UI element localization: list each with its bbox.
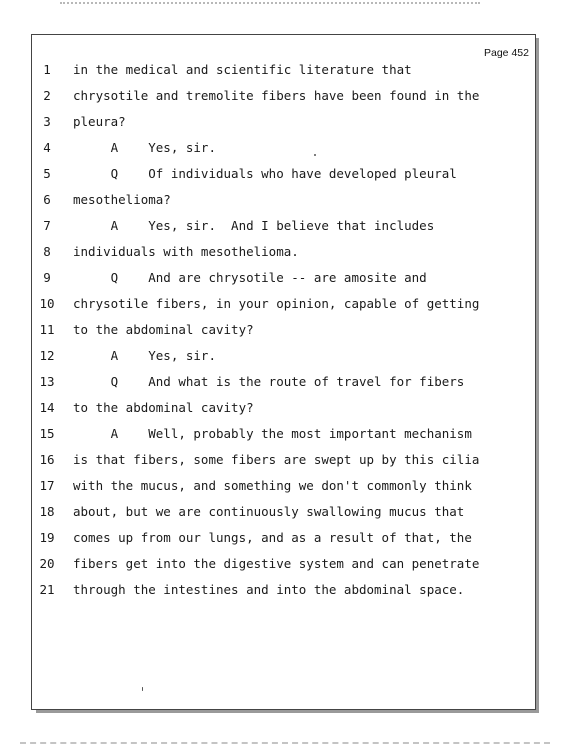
transcript-line: Q And what is the route of travel for fibers	[73, 374, 465, 389]
transcript-line: to the abdominal cavity?	[73, 322, 254, 337]
line-number: 1	[43, 62, 51, 77]
line-number: 21	[39, 582, 55, 597]
line-number: 2	[43, 88, 51, 103]
line-number: 3	[43, 114, 51, 129]
scan-speck	[142, 687, 143, 691]
transcript-line: about, but we are continuously swallowing mucus that	[73, 504, 465, 519]
line-number: 13	[39, 374, 55, 389]
line-number: 15	[39, 426, 55, 441]
page-number-label: Page 452	[484, 47, 529, 59]
line-number: 8	[43, 244, 51, 259]
bottom-scan-edge	[20, 742, 550, 744]
line-number: 16	[39, 452, 55, 467]
transcript-line: pleura?	[73, 114, 126, 129]
line-number: 5	[43, 166, 51, 181]
top-scan-edge	[60, 2, 480, 4]
line-number: 19	[39, 530, 55, 545]
transcript-line: through the intestines and into the abdominal space.	[73, 582, 465, 597]
line-number: 9	[43, 270, 51, 285]
transcript-line: to the abdominal cavity?	[73, 400, 254, 415]
transcript-line: Q Of individuals who have developed pleural	[73, 166, 457, 181]
transcript-line: chrysotile fibers, in your opinion, capable of getting	[73, 296, 480, 311]
transcript-line: is that fibers, some fibers are swept up by this cilia	[73, 452, 480, 467]
line-number: 7	[43, 218, 51, 233]
transcript-line: in the medical and scientific literature that	[73, 62, 412, 77]
transcript-line: individuals with mesothelioma.	[73, 244, 299, 259]
frame-shadow-right	[536, 38, 539, 713]
line-number: 11	[39, 322, 55, 337]
line-number: 4	[43, 140, 51, 155]
line-number: 20	[39, 556, 55, 571]
line-number: 17	[39, 478, 55, 493]
line-number: 18	[39, 504, 55, 519]
line-number: 14	[39, 400, 55, 415]
transcript-line: chrysotile and tremolite fibers have been found in the	[73, 88, 480, 103]
transcript-line: with the mucus, and something we don't commonly think	[73, 478, 472, 493]
transcript-line: fibers get into the digestive system and can penetrate	[73, 556, 480, 571]
transcript-line: Q And are chrysotile -- are amosite and	[73, 270, 427, 285]
line-number: 6	[43, 192, 51, 207]
transcript-line: A Yes, sir.	[73, 348, 216, 363]
line-number: 10	[39, 296, 55, 311]
transcript-line: comes up from our lungs, and as a result of that, the	[73, 530, 472, 545]
transcript-line: A Yes, sir.	[73, 140, 216, 155]
transcript-line: A Well, probably the most important mechanism	[73, 426, 472, 441]
line-number: 12	[39, 348, 55, 363]
frame-shadow-bottom	[36, 710, 539, 713]
transcript-line: mesothelioma?	[73, 192, 171, 207]
transcript-line: A Yes, sir. And I believe that includes	[73, 218, 435, 233]
scan-speck	[314, 154, 316, 156]
transcript-page-frame	[31, 34, 536, 710]
